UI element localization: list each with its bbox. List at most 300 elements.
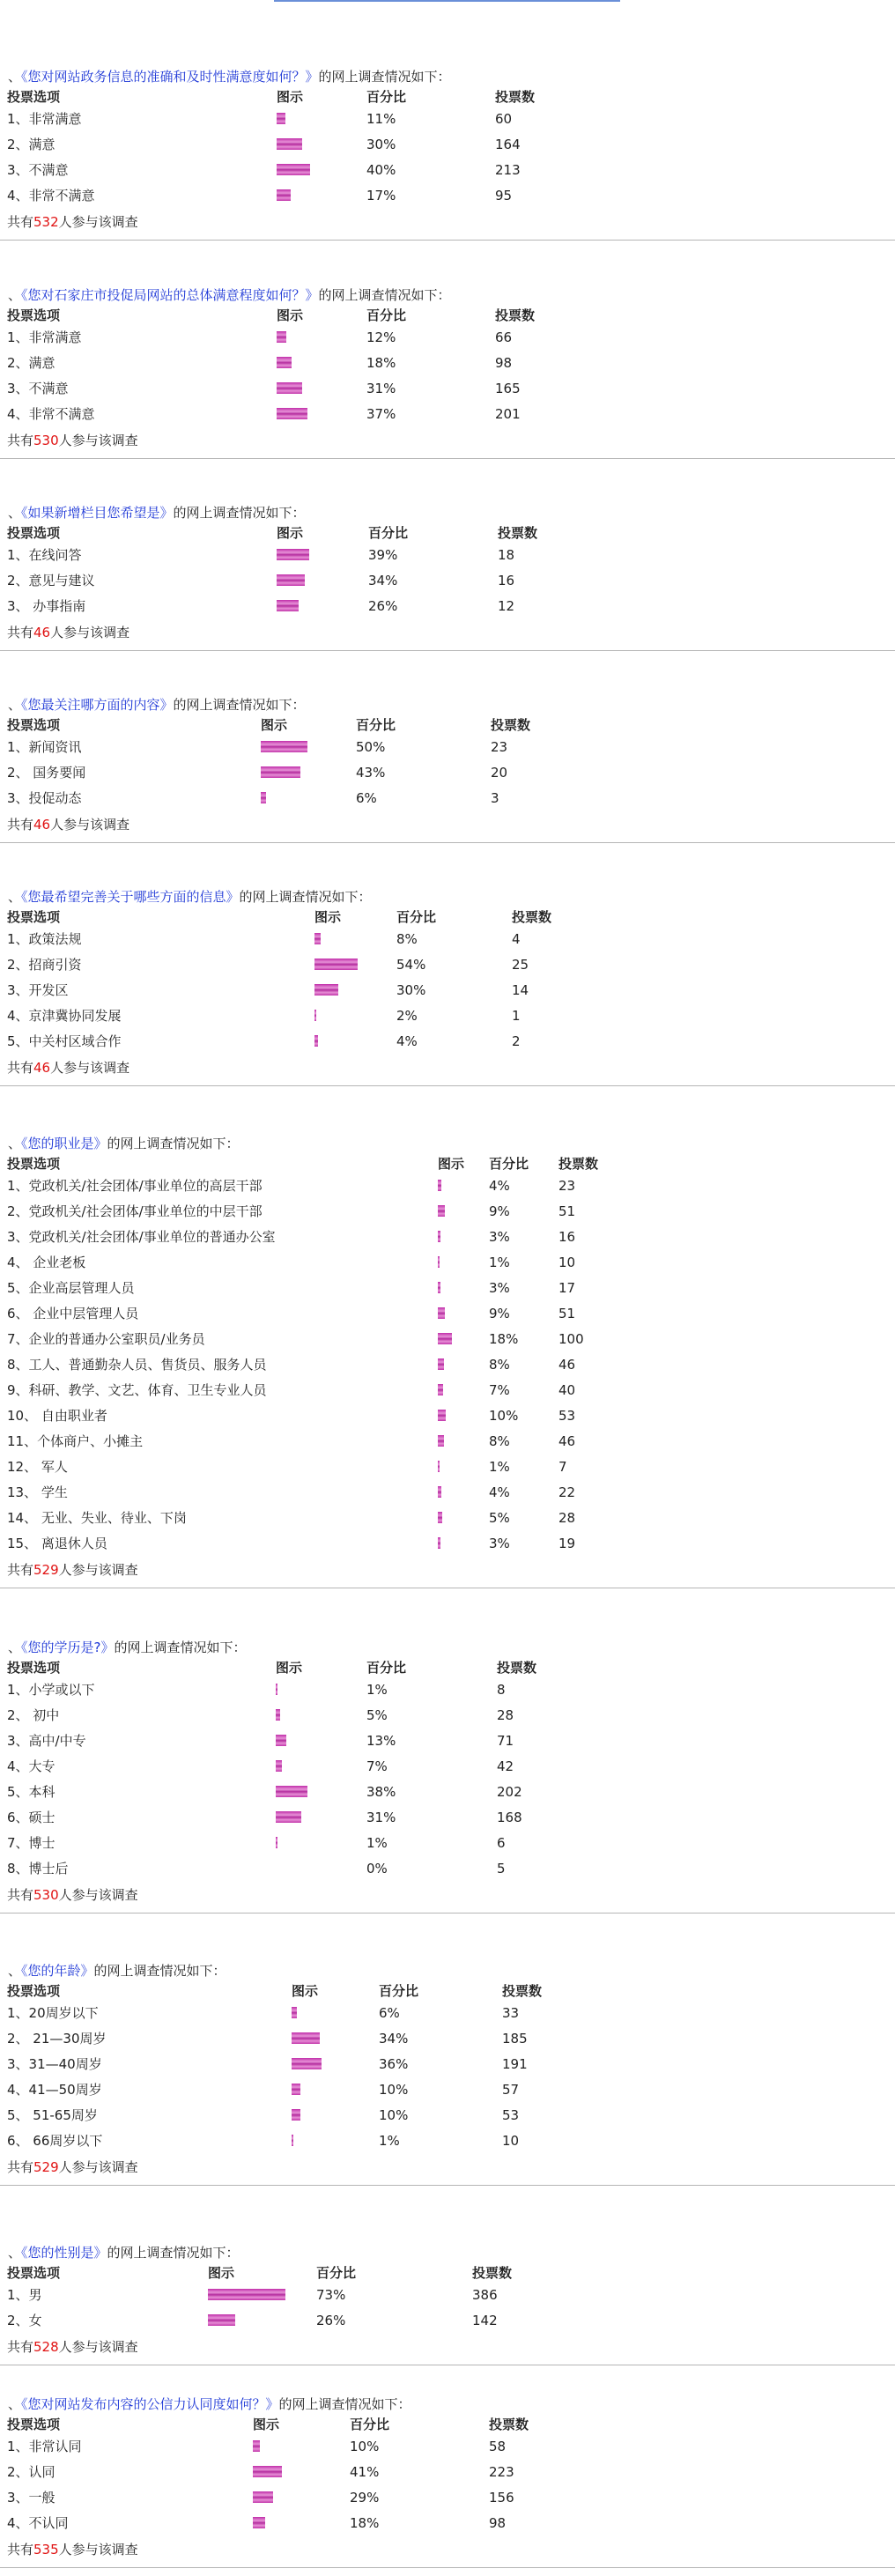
option-label: 5、本科 bbox=[7, 1784, 55, 1800]
percent-bar bbox=[253, 2517, 265, 2528]
option-row bbox=[0, 1532, 895, 1555]
option-row bbox=[0, 953, 895, 976]
col-header-votes: 投票数 bbox=[489, 2417, 529, 2432]
option-row bbox=[0, 2435, 895, 2458]
col-header-chart: 图示 bbox=[314, 909, 342, 925]
percent-bar bbox=[438, 1256, 440, 1268]
option-percent: 10% bbox=[350, 2439, 380, 2454]
option-label: 3、不满意 bbox=[7, 162, 69, 178]
option-votes: 53 bbox=[558, 1408, 576, 1424]
total-prefix: 共有 bbox=[7, 433, 34, 448]
participant-count: 529 bbox=[33, 2159, 59, 2175]
percent-bar bbox=[314, 1010, 316, 1021]
option-percent: 50% bbox=[356, 739, 386, 755]
option-label: 6、硕士 bbox=[7, 1810, 55, 1825]
participant-count: 530 bbox=[33, 433, 59, 448]
survey-title bbox=[8, 67, 451, 86]
option-label: 1、非常满意 bbox=[7, 329, 82, 345]
percent-bar bbox=[277, 331, 286, 343]
col-header-votes: 投票数 bbox=[558, 1156, 599, 1172]
percent-bar bbox=[277, 574, 305, 586]
option-percent: 26% bbox=[368, 598, 398, 614]
survey-header-row bbox=[0, 714, 895, 737]
option-row bbox=[0, 1430, 895, 1453]
option-percent: 34% bbox=[368, 573, 398, 588]
percent-bar bbox=[208, 2289, 285, 2300]
title-suffix: 的网上调查情况如下： bbox=[318, 69, 451, 85]
option-label: 5、 51-65周岁 bbox=[7, 2107, 98, 2123]
option-label: 2、 初中 bbox=[7, 1707, 60, 1723]
option-votes: 33 bbox=[502, 2005, 520, 2021]
option-row bbox=[0, 2002, 895, 2025]
option-percent: 6% bbox=[356, 790, 377, 806]
total-suffix: 人参与该调查 bbox=[58, 1887, 138, 1903]
survey-title bbox=[8, 2395, 411, 2414]
survey-header-row bbox=[0, 2413, 895, 2436]
col-header-percent: 百分比 bbox=[379, 1983, 419, 1999]
option-label: 2、 21—30周岁 bbox=[7, 2031, 107, 2047]
option-percent: 29% bbox=[350, 2490, 380, 2506]
col-header-votes: 投票数 bbox=[497, 1660, 537, 1676]
option-votes: 23 bbox=[491, 739, 508, 755]
survey-title-link[interactable]: 《您最希望完善关于哪些方面的信息》 bbox=[21, 889, 240, 905]
survey-total bbox=[7, 430, 138, 451]
option-votes: 57 bbox=[502, 2082, 520, 2098]
col-header-votes: 投票数 bbox=[498, 525, 538, 541]
option-percent: 54% bbox=[396, 957, 426, 973]
option-row bbox=[0, 1857, 895, 1880]
participant-count: 46 bbox=[33, 625, 51, 640]
survey-title bbox=[8, 887, 372, 907]
percent-bar bbox=[292, 2007, 297, 2018]
col-header-chart: 图示 bbox=[292, 1983, 319, 1999]
title-suffix: 的网上调查情况如下： bbox=[114, 1640, 247, 1655]
total-prefix: 共有 bbox=[7, 2339, 34, 2355]
option-votes: 4 bbox=[512, 931, 521, 947]
option-row bbox=[0, 326, 895, 349]
option-row bbox=[0, 1277, 895, 1299]
title-suffix: 的网上调查情况如下： bbox=[278, 2396, 411, 2412]
percent-bar bbox=[277, 600, 299, 611]
col-header-percent: 百分比 bbox=[350, 2417, 390, 2432]
option-votes: 5 bbox=[497, 1861, 506, 1876]
survey-total bbox=[7, 2336, 138, 2358]
survey-section bbox=[0, 2243, 895, 2365]
option-label: 15、 离退休人员 bbox=[7, 1536, 107, 1551]
col-header-percent: 百分比 bbox=[366, 307, 407, 323]
option-label: 1、20周岁以下 bbox=[7, 2005, 99, 2021]
percent-bar bbox=[208, 2314, 235, 2326]
title-prefix: 、 bbox=[8, 69, 22, 85]
percent-bar bbox=[438, 1282, 440, 1293]
percent-bar bbox=[314, 1035, 318, 1047]
option-percent: 2% bbox=[396, 1008, 418, 1024]
percent-bar bbox=[277, 189, 291, 201]
col-header-percent: 百分比 bbox=[489, 1156, 529, 1172]
percent-bar bbox=[276, 1837, 277, 1848]
option-label: 4、非常不满意 bbox=[7, 406, 95, 422]
total-prefix: 共有 bbox=[7, 1060, 34, 1076]
col-header-option: 投票选项 bbox=[7, 909, 61, 925]
option-percent: 11% bbox=[366, 111, 396, 127]
title-prefix: 、 bbox=[8, 1640, 22, 1655]
option-row bbox=[0, 107, 895, 130]
total-suffix: 人参与该调查 bbox=[50, 817, 130, 833]
option-percent: 5% bbox=[366, 1707, 388, 1723]
total-suffix: 人参与该调查 bbox=[58, 2542, 138, 2557]
option-row bbox=[0, 979, 895, 1002]
survey-header-row bbox=[0, 85, 895, 108]
title-suffix: 的网上调查情况如下： bbox=[239, 889, 372, 905]
percent-bar bbox=[277, 357, 292, 368]
title-suffix: 的网上调查情况如下： bbox=[318, 287, 451, 303]
title-prefix: 、 bbox=[8, 889, 22, 905]
percent-bar bbox=[314, 959, 358, 970]
title-prefix: 、 bbox=[8, 287, 22, 303]
percent-bar bbox=[438, 1486, 441, 1498]
survey-title-link[interactable]: 《您最关注哪方面的内容》 bbox=[21, 697, 174, 713]
option-label: 4、41—50周岁 bbox=[7, 2082, 102, 2098]
col-header-votes: 投票数 bbox=[502, 1983, 543, 1999]
option-row bbox=[0, 1004, 895, 1027]
col-header-chart: 图示 bbox=[277, 307, 304, 323]
option-row bbox=[0, 1506, 895, 1529]
option-row bbox=[0, 1404, 895, 1427]
option-percent: 9% bbox=[489, 1203, 510, 1219]
title-suffix: 的网上调查情况如下： bbox=[107, 2245, 240, 2261]
option-label: 7、博士 bbox=[7, 1835, 55, 1851]
option-percent: 1% bbox=[489, 1255, 510, 1270]
col-header-percent: 百分比 bbox=[366, 89, 407, 105]
survey-header-row bbox=[0, 1656, 895, 1679]
option-label: 2、女 bbox=[7, 2313, 42, 2328]
option-row bbox=[0, 761, 895, 784]
option-label: 13、 学生 bbox=[7, 1484, 68, 1500]
option-percent: 4% bbox=[396, 1033, 418, 1049]
col-header-votes: 投票数 bbox=[512, 909, 552, 925]
option-percent: 8% bbox=[489, 1433, 510, 1449]
option-votes: 51 bbox=[558, 1203, 576, 1219]
option-percent: 18% bbox=[366, 355, 396, 371]
option-percent: 4% bbox=[489, 1178, 510, 1194]
option-votes: 164 bbox=[495, 137, 521, 152]
survey-total bbox=[7, 622, 129, 643]
col-header-option: 投票选项 bbox=[7, 525, 61, 541]
option-percent: 41% bbox=[350, 2464, 380, 2480]
percent-bar bbox=[438, 1307, 445, 1319]
survey-title-link[interactable]: 《您的职业是》 bbox=[21, 1136, 107, 1151]
total-prefix: 共有 bbox=[7, 2159, 34, 2175]
option-label: 1、在线问答 bbox=[7, 547, 82, 563]
option-votes: 98 bbox=[489, 2515, 507, 2531]
total-suffix: 人参与该调查 bbox=[58, 214, 138, 230]
option-label: 1、非常满意 bbox=[7, 111, 82, 127]
participant-count: 535 bbox=[33, 2542, 59, 2557]
participant-count: 529 bbox=[33, 1562, 59, 1578]
col-header-chart: 图示 bbox=[277, 89, 304, 105]
percent-bar bbox=[261, 792, 266, 803]
option-votes: 6 bbox=[497, 1835, 506, 1851]
option-percent: 1% bbox=[379, 2133, 400, 2149]
option-row bbox=[0, 1755, 895, 1778]
percent-bar bbox=[438, 1537, 440, 1549]
option-row bbox=[0, 1328, 895, 1351]
title-prefix: 、 bbox=[8, 505, 22, 521]
option-votes: 98 bbox=[495, 355, 513, 371]
option-row bbox=[0, 2104, 895, 2127]
survey-title bbox=[8, 2243, 240, 2262]
option-votes: 40 bbox=[558, 1382, 576, 1398]
option-label: 4、大专 bbox=[7, 1758, 55, 1774]
survey-total bbox=[7, 211, 138, 233]
percent-bar bbox=[438, 1333, 452, 1344]
option-percent: 40% bbox=[366, 162, 396, 178]
option-row bbox=[0, 2461, 895, 2483]
option-percent: 8% bbox=[396, 931, 418, 947]
percent-bar bbox=[277, 164, 310, 175]
option-row bbox=[0, 2129, 895, 2152]
option-row bbox=[0, 1200, 895, 1223]
option-label: 3、不满意 bbox=[7, 381, 69, 396]
total-suffix: 人参与该调查 bbox=[58, 1562, 138, 1578]
option-votes: 60 bbox=[495, 111, 513, 127]
option-percent: 36% bbox=[379, 2056, 409, 2072]
title-prefix: 、 bbox=[8, 1136, 22, 1151]
option-row bbox=[0, 2053, 895, 2076]
percent-bar bbox=[292, 2135, 293, 2146]
option-row bbox=[0, 1251, 895, 1274]
option-percent: 38% bbox=[366, 1784, 396, 1800]
option-label: 1、党政机关/社会团体/事业单位的高层干部 bbox=[7, 1178, 263, 1194]
col-header-option: 投票选项 bbox=[7, 2417, 61, 2432]
option-label: 7、企业的普通办公室职员/业务员 bbox=[7, 1331, 205, 1347]
survey-title bbox=[8, 1134, 240, 1153]
percent-bar bbox=[277, 549, 309, 560]
option-percent: 73% bbox=[316, 2287, 346, 2303]
total-prefix: 共有 bbox=[7, 625, 34, 640]
option-row bbox=[0, 544, 895, 566]
option-votes: 51 bbox=[558, 1306, 576, 1321]
survey-title bbox=[8, 695, 306, 714]
option-percent: 43% bbox=[356, 765, 386, 781]
col-header-votes: 投票数 bbox=[495, 89, 536, 105]
percent-bar bbox=[438, 1180, 441, 1191]
total-suffix: 人参与该调查 bbox=[58, 2159, 138, 2175]
option-label: 3、31—40周岁 bbox=[7, 2056, 102, 2072]
option-label: 11、个体商户、小摊主 bbox=[7, 1433, 144, 1449]
option-percent: 37% bbox=[366, 406, 396, 422]
option-percent: 5% bbox=[489, 1510, 510, 1526]
option-row bbox=[0, 2027, 895, 2050]
percent-bar bbox=[253, 2466, 282, 2477]
option-votes: 46 bbox=[558, 1357, 576, 1373]
survey-title-link[interactable]: 《您对网站政务信息的准确和及时性满意度如何？》 bbox=[21, 69, 319, 85]
option-percent: 0% bbox=[366, 1861, 388, 1876]
survey-section bbox=[0, 1134, 895, 1588]
option-row bbox=[0, 352, 895, 374]
option-label: 5、中关村区域合作 bbox=[7, 1033, 122, 1049]
option-votes: 17 bbox=[558, 1280, 576, 1296]
option-label: 4、 企业老板 bbox=[7, 1255, 86, 1270]
option-percent: 12% bbox=[366, 329, 396, 345]
option-votes: 71 bbox=[497, 1733, 514, 1749]
option-label: 5、企业高层管理人员 bbox=[7, 1280, 135, 1296]
total-suffix: 人参与该调查 bbox=[50, 625, 130, 640]
option-row bbox=[0, 928, 895, 951]
participant-count: 46 bbox=[33, 1060, 51, 1076]
option-row bbox=[0, 1678, 895, 1701]
option-percent: 26% bbox=[316, 2313, 346, 2328]
option-label: 10、 自由职业者 bbox=[7, 1408, 107, 1424]
option-label: 4、京津冀协同发展 bbox=[7, 1008, 122, 1024]
option-percent: 1% bbox=[366, 1682, 388, 1698]
percent-bar bbox=[277, 382, 302, 394]
option-percent: 3% bbox=[489, 1536, 510, 1551]
survey-section bbox=[0, 67, 895, 241]
option-label: 2、满意 bbox=[7, 355, 55, 371]
option-votes: 1 bbox=[512, 1008, 521, 1024]
col-header-option: 投票选项 bbox=[7, 1156, 61, 1172]
option-votes: 22 bbox=[558, 1484, 576, 1500]
survey-header-row bbox=[0, 522, 895, 544]
option-percent: 4% bbox=[489, 1484, 510, 1500]
percent-bar bbox=[292, 2032, 320, 2044]
top-divider bbox=[274, 0, 620, 2]
option-row bbox=[0, 595, 895, 618]
option-percent: 1% bbox=[489, 1459, 510, 1475]
option-label: 2、 国务要闻 bbox=[7, 765, 86, 781]
participant-count: 532 bbox=[33, 214, 59, 230]
survey-header-row bbox=[0, 2261, 895, 2284]
survey-total bbox=[7, 1559, 138, 1580]
percent-bar bbox=[438, 1512, 442, 1523]
survey-total bbox=[7, 1057, 129, 1078]
total-prefix: 共有 bbox=[7, 214, 34, 230]
option-row bbox=[0, 133, 895, 156]
option-label: 1、政策法规 bbox=[7, 931, 82, 947]
survey-title bbox=[8, 1638, 247, 1657]
option-row bbox=[0, 1302, 895, 1325]
col-header-option: 投票选项 bbox=[7, 1660, 61, 1676]
total-suffix: 人参与该调查 bbox=[58, 2339, 138, 2355]
option-row bbox=[0, 1225, 895, 1248]
percent-bar bbox=[277, 113, 285, 124]
option-row bbox=[0, 736, 895, 759]
survey-title bbox=[8, 503, 306, 522]
option-votes: 201 bbox=[495, 406, 521, 422]
option-label: 2、认同 bbox=[7, 2464, 55, 2480]
col-header-votes: 投票数 bbox=[472, 2265, 513, 2281]
option-label: 8、工人、普通勤杂人员、售货员、服务人员 bbox=[7, 1357, 267, 1373]
percent-bar bbox=[438, 1358, 444, 1370]
option-votes: 25 bbox=[512, 957, 529, 973]
option-percent: 30% bbox=[366, 137, 396, 152]
participant-count: 528 bbox=[33, 2339, 59, 2355]
col-header-option: 投票选项 bbox=[7, 89, 61, 105]
percent-bar bbox=[276, 1760, 282, 1772]
option-label: 3、一般 bbox=[7, 2490, 55, 2506]
option-row bbox=[0, 569, 895, 592]
percent-bar bbox=[253, 2440, 260, 2452]
option-row bbox=[0, 1832, 895, 1854]
option-row bbox=[0, 377, 895, 400]
option-row bbox=[0, 1806, 895, 1829]
option-votes: 28 bbox=[497, 1707, 514, 1723]
option-label: 4、非常不满意 bbox=[7, 188, 95, 204]
option-votes: 168 bbox=[497, 1810, 522, 1825]
option-votes: 10 bbox=[502, 2133, 520, 2149]
survey-section bbox=[0, 1638, 895, 1913]
option-votes: 19 bbox=[558, 1536, 576, 1551]
option-votes: 20 bbox=[491, 765, 508, 781]
survey-title bbox=[8, 285, 451, 305]
option-votes: 100 bbox=[558, 1331, 584, 1347]
option-percent: 31% bbox=[366, 1810, 396, 1825]
option-label: 6、 66周岁以下 bbox=[7, 2133, 103, 2149]
option-row bbox=[0, 2284, 895, 2306]
percent-bar bbox=[292, 2084, 300, 2095]
percent-bar bbox=[292, 2058, 322, 2069]
option-votes: 8 bbox=[497, 1682, 506, 1698]
survey-title-link[interactable]: 《您对网站发布内容的公信力认同度如何？》 bbox=[21, 2396, 279, 2412]
survey-title-link[interactable]: 《如果新增栏目您希望是》 bbox=[21, 505, 174, 521]
option-label: 3、党政机关/社会团体/事业单位的普通办公室 bbox=[7, 1229, 276, 1245]
percent-bar bbox=[261, 766, 300, 778]
option-votes: 386 bbox=[472, 2287, 498, 2303]
option-percent: 39% bbox=[368, 547, 398, 563]
option-row bbox=[0, 1780, 895, 1803]
option-label: 6、 企业中层管理人员 bbox=[7, 1306, 139, 1321]
option-label: 2、意见与建议 bbox=[7, 573, 95, 588]
percent-bar bbox=[261, 741, 307, 752]
percent-bar bbox=[438, 1205, 445, 1217]
option-percent: 6% bbox=[379, 2005, 400, 2021]
option-votes: 42 bbox=[497, 1758, 514, 1774]
option-votes: 16 bbox=[498, 573, 515, 588]
option-votes: 18 bbox=[498, 547, 515, 563]
option-label: 1、小学或以下 bbox=[7, 1682, 95, 1698]
survey-title-link[interactable]: 《您对石家庄市投促局网站的总体满意程度如何？》 bbox=[21, 287, 319, 303]
option-percent: 30% bbox=[396, 982, 426, 998]
percent-bar bbox=[314, 933, 321, 944]
option-votes: 46 bbox=[558, 1433, 576, 1449]
survey-title-link[interactable]: 《您的年龄》 bbox=[21, 1963, 94, 1979]
percent-bar bbox=[438, 1231, 440, 1242]
percent-bar bbox=[276, 1811, 301, 1823]
total-prefix: 共有 bbox=[7, 2542, 34, 2557]
option-row bbox=[0, 787, 895, 810]
option-percent: 3% bbox=[489, 1229, 510, 1245]
survey-title-link[interactable]: 《您的学历是?》 bbox=[21, 1640, 115, 1655]
option-row bbox=[0, 1353, 895, 1376]
option-percent: 7% bbox=[366, 1758, 388, 1774]
survey-title-link[interactable]: 《您的性别是》 bbox=[21, 2245, 107, 2261]
survey-total bbox=[7, 1884, 138, 1906]
title-prefix: 、 bbox=[8, 2245, 22, 2261]
survey-header-row bbox=[0, 304, 895, 327]
option-percent: 3% bbox=[489, 1280, 510, 1296]
total-prefix: 共有 bbox=[7, 1887, 34, 1903]
option-percent: 9% bbox=[489, 1306, 510, 1321]
option-row bbox=[0, 2309, 895, 2332]
col-header-percent: 百分比 bbox=[316, 2265, 357, 2281]
title-suffix: 的网上调查情况如下： bbox=[173, 697, 306, 713]
col-header-option: 投票选项 bbox=[7, 307, 61, 323]
survey-total bbox=[7, 814, 129, 835]
survey-header-row bbox=[0, 1980, 895, 2002]
survey-total bbox=[7, 2539, 138, 2560]
option-label: 2、招商引资 bbox=[7, 957, 82, 973]
